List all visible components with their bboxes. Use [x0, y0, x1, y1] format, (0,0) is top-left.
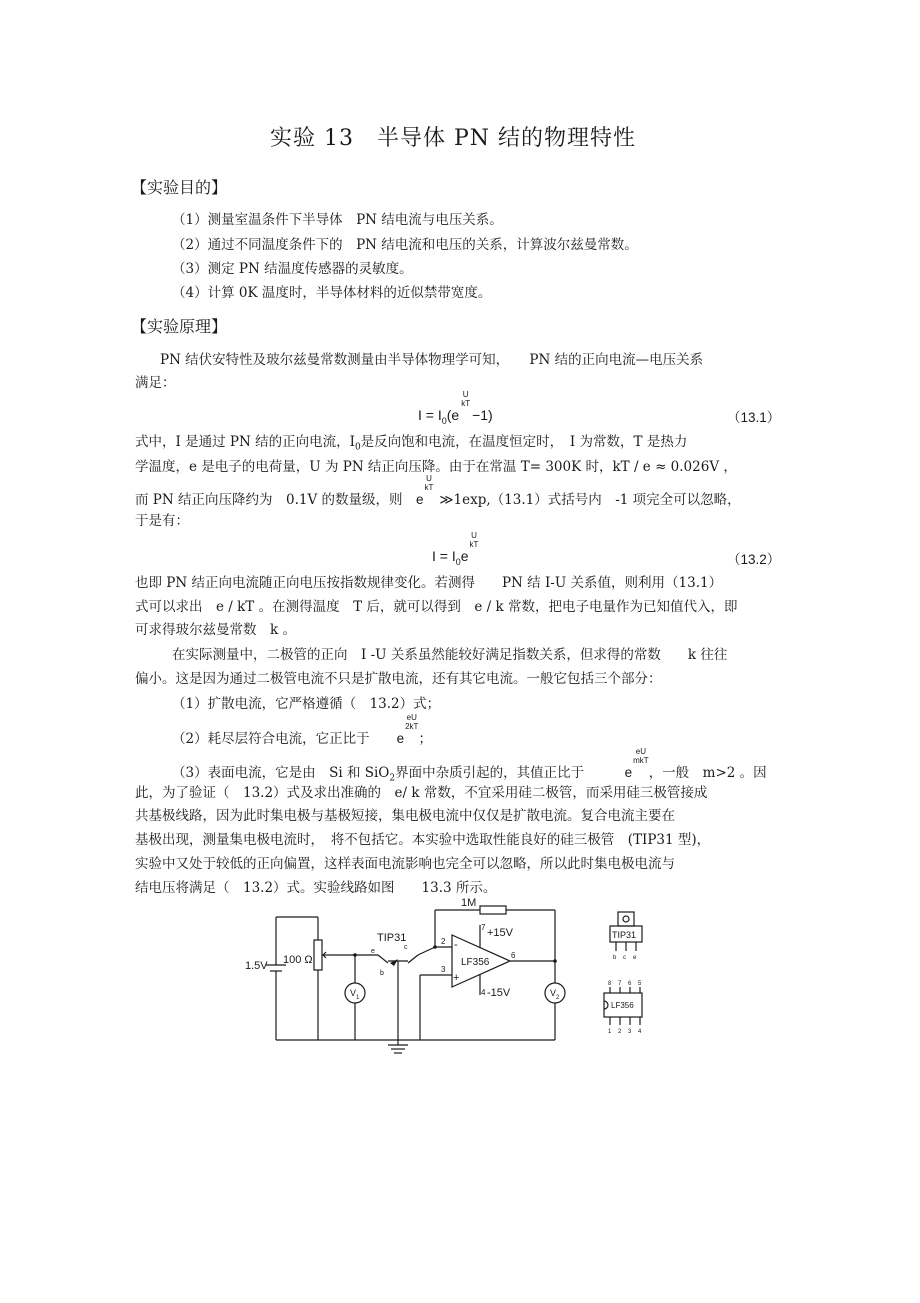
pin-label: e	[371, 948, 375, 955]
vminus-label: -15V	[487, 987, 511, 999]
objective-item: （3）测定 PN 结温度传感器的灵敏度。	[172, 261, 413, 277]
pin-label: 5	[638, 981, 642, 987]
pin-label: b	[613, 955, 617, 961]
pin-label: 8	[608, 981, 612, 987]
page-title: 实验 13 半导体 PN 结的物理特性	[270, 126, 637, 151]
lf356-package-label: LF356	[611, 1001, 634, 1010]
paragraph-line: 于是有：	[135, 513, 189, 529]
pin-label: 6	[628, 981, 632, 987]
equation-13-1: $I = I_0(e$ U kT −1)	[418, 390, 493, 426]
equation-13-2: $I = I_0e$ U kT	[432, 531, 479, 567]
transistor-label: TIP31	[377, 932, 407, 944]
pin-label: 6	[511, 951, 516, 960]
paragraph-line: 实验中又处于较低的正向偏置，这样表面电流影响也完全可以忽略，所以此时集电极电流与	[135, 856, 675, 872]
pot-label: 100 Ω	[283, 954, 313, 966]
paragraph-line: 此，为了验证（ 13.2）式及求出准确的 e/ k 常数，不宜采用硅二极管，而采用硅三极管接成	[135, 785, 708, 801]
paragraph-line: 式可以求出 e / kT 。在测得温度 T 后，就可以得到 e / k 常数，把电子电量作为已知值代入，即	[135, 599, 738, 615]
objective-item: （4）计算 0K 温度时，半导体材料的近似禁带宽度。	[172, 285, 492, 301]
objective-item: （2）通过不同温度条件下的 PN 结电流和电压的关系，计算波尔兹曼常数。	[172, 237, 638, 253]
section-heading-objective: 【实验目的】	[131, 178, 228, 197]
paragraph-line: 基极出现，测量集电极电流时， 将不包括它。本实验中选取性能良好的硅三极管 (TIP31 型)，	[135, 832, 711, 848]
pin-label: b	[380, 970, 384, 977]
feedback-resistor-label: 1M	[461, 897, 477, 909]
pin-label: 3	[628, 1029, 632, 1035]
battery-label: 1.5V	[245, 960, 268, 972]
pin-label: 1	[608, 1029, 612, 1035]
paragraph-line: PN 结伏安特性及玻尔兹曼常数测量由半导体物理学可知， PN 结的正向电流—电压关系	[160, 352, 704, 368]
pin-label: 2	[441, 937, 446, 946]
paragraph-line: 可求得玻尔兹曼常数 k 。	[135, 622, 296, 638]
paragraph-line: 满足：	[135, 375, 176, 391]
tip31-package-label: TIP31	[612, 930, 637, 940]
paragraph-line: 共基极线路，因为此时集电极与基极短接，集电极电流中仅仅是扩散电流。复合电流主要在	[135, 808, 675, 824]
paragraph-line: （3）表面电流，它是由 Si 和 SiO$_2$界面中杂质引起的，其值正比于 e eU mkT ，一般 m>2 。因	[172, 747, 767, 784]
pin-label: e	[633, 955, 637, 961]
paragraph-line: （1）扩散电流，它严格遵循（ 13.2）式；	[172, 696, 441, 712]
pin-label: 2	[618, 1029, 622, 1035]
paragraph-line: 而 PN 结正向压降约为 0.1V 的数量级，则 e U kT ≫1exp,（13.1）式括号内 -1 项完全可以忽略，	[135, 474, 741, 508]
equation-number: （13.1）	[727, 410, 781, 425]
paragraph-line: 偏小。这是因为通过二极管电流不只是扩散电流，还有其它电流。一般它包括三个部分：	[135, 671, 662, 687]
paragraph-line: 结电压将满足（ 13.2）式。实验线路如图 13.3 所示。	[135, 880, 497, 896]
circuit-diagram	[230, 895, 690, 1060]
paragraph-line: 也即 PN 结正向电流随正向电压按指数规律变化。若测得 PN 结 I-U 关系值，则利用（13.1）	[135, 575, 723, 591]
pin-label: c	[404, 944, 408, 951]
pin-label: 7	[481, 923, 486, 932]
noninverting-sign: +	[453, 972, 460, 984]
objective-item: （1）测量室温条件下半导体 PN 结电流与电压关系。	[172, 212, 503, 228]
pin-label: c	[623, 955, 626, 961]
voltmeter-v1: $V_1$	[350, 988, 360, 1001]
section-heading-principle: 【实验原理】	[131, 317, 228, 336]
equation-number: （13.2）	[727, 552, 781, 567]
pin-label: 4	[638, 1029, 642, 1035]
pin-label: 7	[618, 981, 622, 987]
paragraph-line: 在实际测量中，二极管的正向 I -U 关系虽然能较好满足指数关系，但求得的常数 k 往往	[172, 647, 728, 663]
vplus-label: +15V	[487, 927, 513, 939]
inverting-sign: -	[454, 939, 458, 951]
pin-label: 3	[441, 965, 446, 974]
voltmeter-v2: $V_2$	[550, 988, 560, 1001]
opamp-label: LF356	[461, 957, 490, 968]
paragraph-line: 学温度，e 是电子的电荷量，U 为 PN 结正向压降。由于在常温 T= 300K 时，kT / e ≈ 0.026V ，	[135, 459, 737, 475]
pin-label: 4	[481, 988, 486, 997]
paragraph-line: 式中，I 是通过 PN 结的正向电流，$I_0$是反向饱和电流，在温度恒定时， I 为常数，T 是热力	[135, 434, 688, 453]
paragraph-line: （2）耗尽层符合电流，它正比于 e eU 2kT ；	[172, 713, 432, 747]
